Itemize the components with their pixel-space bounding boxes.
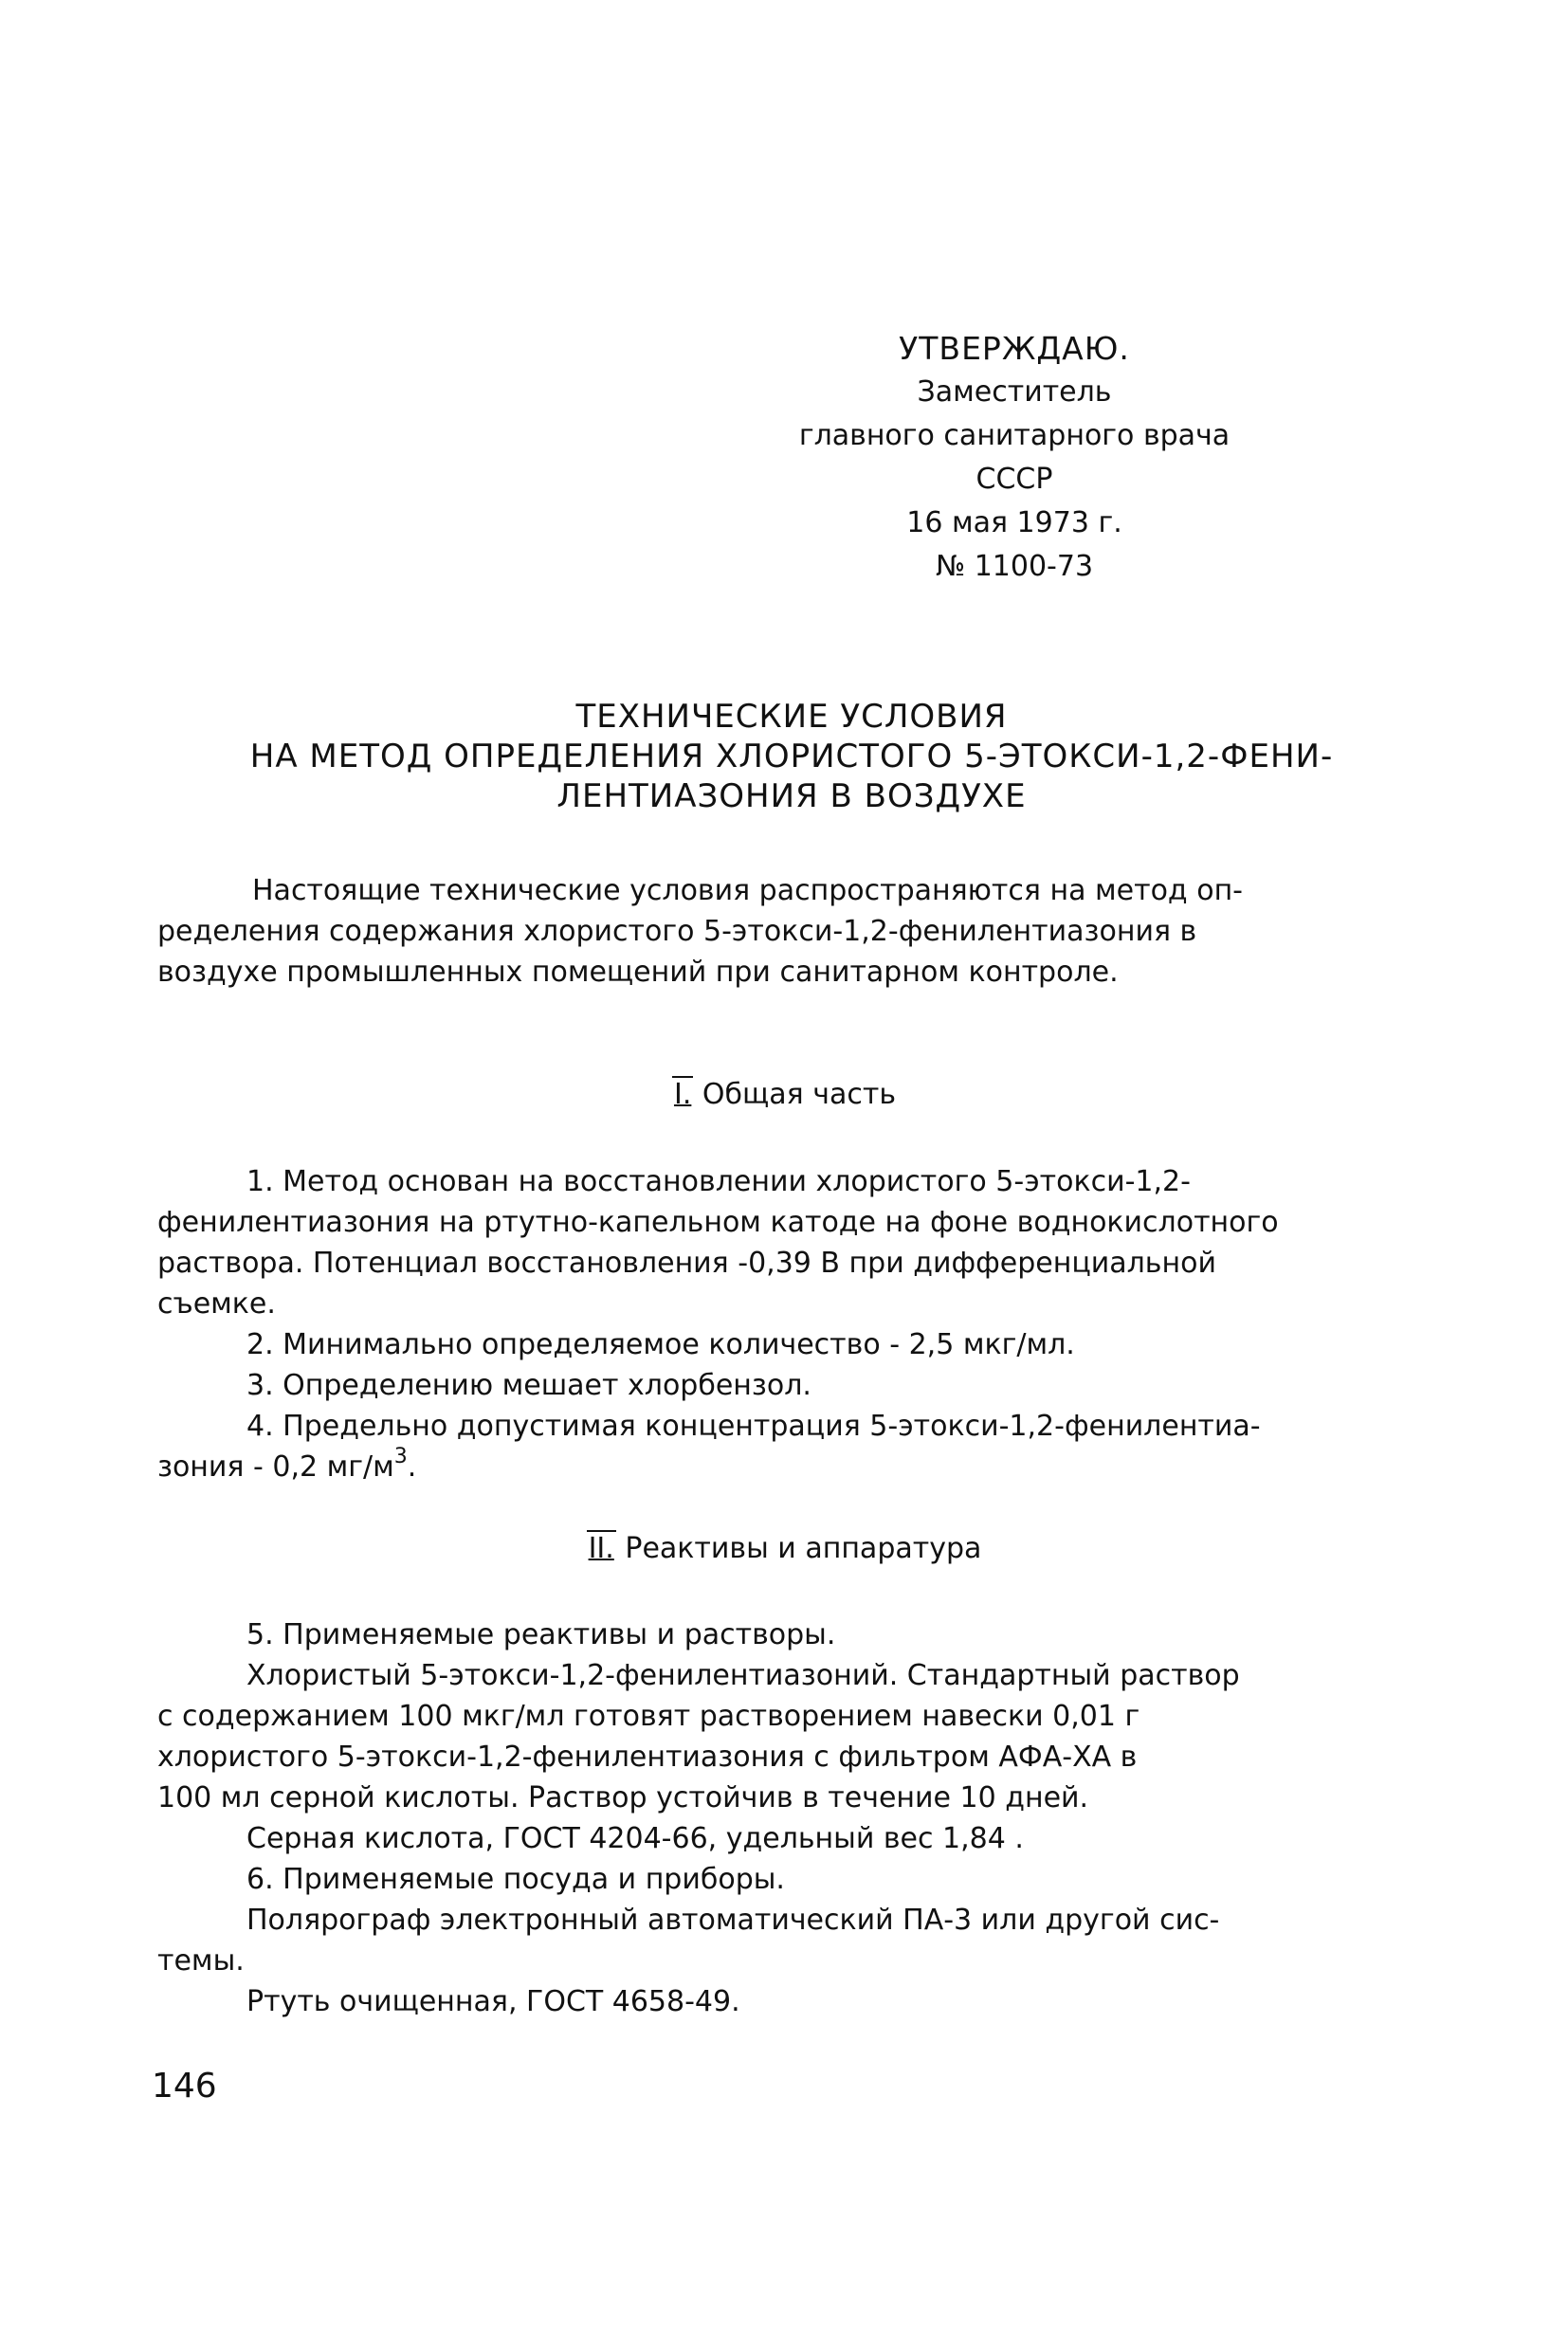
item-1-line: фенилентиазония на ртутно-капельном катоде на фоне воднокислотного — [157, 1206, 1279, 1239]
reagent-line: хлористого 5-этокси-1,2-фенилентиазония с фильтром АФА-ХА в — [157, 1741, 1138, 1774]
approval-role-line: СССР — [975, 463, 1053, 496]
document-title — [161, 697, 1422, 816]
reagent-line: 100 мл серной кислоты. Раствор устойчив в течение 10 дней. — [157, 1781, 1089, 1814]
intro-line: ределения содержания хлористого 5-этокси-1,2-фенилентиазония в — [157, 915, 1197, 948]
item-4-line: 4. Предельно допустимая концентрация 5-этокси-1,2-фенилентиа- — [246, 1410, 1261, 1443]
section-2-title: Реактивы и аппаратура — [625, 1532, 982, 1565]
section-2-body — [157, 1614, 1418, 2022]
section-1-numeral: I. — [673, 1078, 692, 1111]
page-number: 146 — [152, 2067, 217, 2106]
approval-role-line: Заместитель — [917, 375, 1112, 409]
item-1-line: раствора. Потенциал восстановления -0,39 В при дифференциальной — [157, 1247, 1216, 1280]
intro-line: Настоящие технические условия распространяются на метод оп- — [252, 874, 1244, 907]
section-1-body — [157, 1161, 1418, 1490]
acid-line: Серная кислота, ГОСТ 4204-66, удельный вес 1,84 . — [246, 1822, 1024, 1855]
approval-number: № 1100-73 — [935, 550, 1094, 583]
approval-role-line: главного санитарного врача — [798, 419, 1231, 452]
section-2-numeral: II. — [588, 1532, 614, 1565]
item-1-line: 1. Метод основан на восстановлении хлористого 5-этокси-1,2- — [246, 1165, 1191, 1198]
mercury-line: Ртуть очищенная, ГОСТ 4658-49. — [246, 1985, 740, 2018]
item-4-text: зония - 0,2 мг/м — [157, 1450, 394, 1484]
section-1-title: Общая часть — [702, 1078, 897, 1111]
approval-date: 16 мая 1973 г. — [906, 506, 1122, 539]
item-1-line: съемке. — [157, 1287, 276, 1321]
section-1-heading — [0, 1074, 1568, 1115]
title-line: ТЕХНИЧЕСКИЕ УСЛОВИЯ — [575, 698, 1008, 736]
reagent-line: с содержанием 100 мкг/мл готовят растворением навески 0,01 г — [157, 1700, 1140, 1733]
intro-paragraph — [157, 870, 1418, 993]
reagent-line: Хлористый 5-этокси-1,2-фенилентиазоний. Стандартный раствор — [246, 1659, 1240, 1692]
item-4-period: . — [407, 1450, 417, 1484]
section-2-heading — [0, 1528, 1568, 1569]
item-2: 2. Минимально определяемое количество - 2,5 мкг/мл. — [246, 1328, 1075, 1361]
title-line: НА МЕТОД ОПРЕДЕЛЕНИЯ ХЛОРИСТОГО 5-ЭТОКСИ-1,2-ФЕНИ- — [249, 738, 1334, 775]
approval-heading: УТВЕРЖДАЮ. — [899, 330, 1130, 367]
item-6: 6. Применяемые посуда и приборы. — [246, 1863, 785, 1896]
item-5: 5. Применяемые реактивы и растворы. — [246, 1618, 836, 1651]
polarograph-line: темы. — [157, 1944, 245, 1978]
polarograph-line: Полярограф электронный автоматический ПА-3 или другой сис- — [246, 1904, 1220, 1937]
superscript-3: 3 — [393, 1445, 408, 1468]
title-line: ЛЕНТИАЗОНИЯ В ВОЗДУХЕ — [556, 777, 1027, 815]
approval-block — [739, 327, 1289, 589]
intro-line: воздухе промышленных помещений при санитарном контроле. — [157, 956, 1119, 989]
item-4-line — [157, 1447, 1418, 1490]
item-3: 3. Определению мешает хлорбензол. — [246, 1369, 811, 1402]
